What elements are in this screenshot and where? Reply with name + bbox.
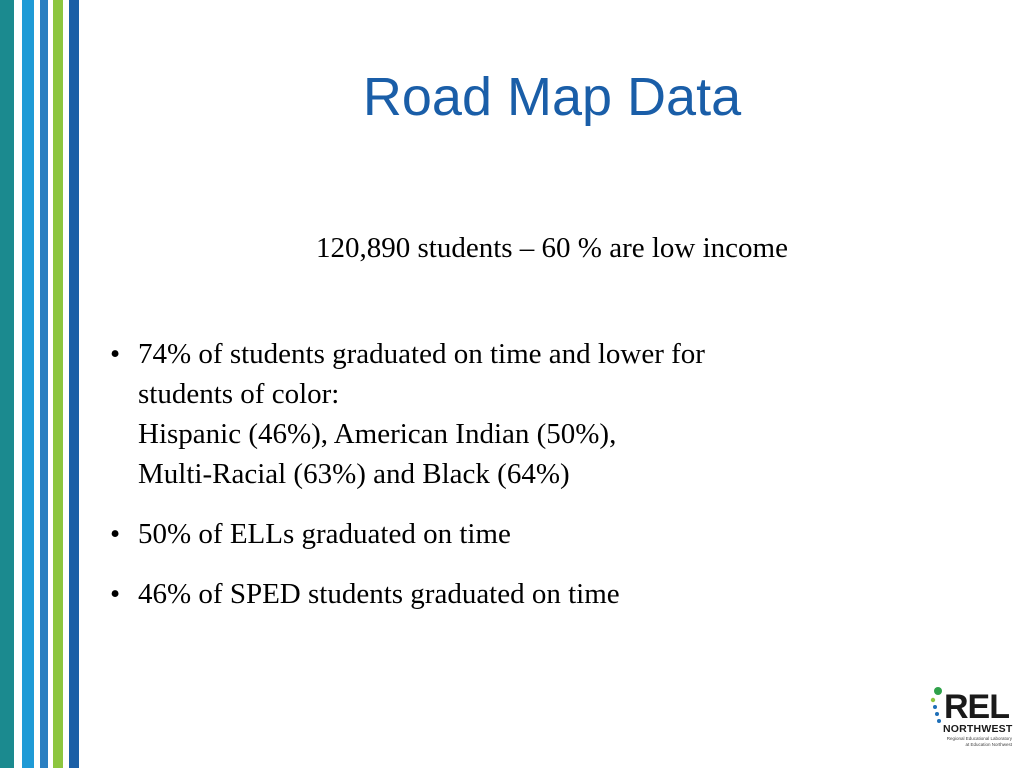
stripe-white: [14, 0, 22, 768]
bullet-item-sped: [110, 574, 950, 614]
rel-northwest-logo: [928, 686, 1014, 756]
bullet-dot-icon: •: [110, 518, 121, 550]
bullet-item-ell: [110, 514, 950, 554]
stripe-green: [53, 0, 63, 768]
bullet-item-graduation: [110, 334, 950, 494]
decorative-stripes: [0, 0, 80, 768]
bullet-line: 74% of students graduated on time and lower for: [138, 338, 705, 370]
bullet-line: Hispanic (46%), American Indian (50%),: [138, 418, 617, 450]
stripe-mid-blue: [40, 0, 48, 768]
bullet-dot-icon: •: [110, 338, 121, 370]
logo-subname: NORTHWEST: [943, 723, 1013, 735]
bullet-line: 50% of ELLs graduated on time: [138, 518, 511, 550]
slide-subtitle: 120,890 students – 60 % are low income: [316, 232, 788, 264]
bullet-line: Multi-Racial (63%) and Black (64%): [138, 458, 570, 490]
bullet-list: [110, 334, 950, 634]
logo-tagline-line: Regional Educational Laboratory: [946, 736, 1012, 741]
bullet-line: students of color:: [138, 378, 340, 410]
slide-title: Road Map Data: [362, 67, 742, 127]
logo-dots-icon: [928, 686, 944, 736]
bullet-line: 46% of SPED students graduated on time: [138, 578, 620, 610]
bullet-dot-icon: •: [110, 578, 121, 610]
stripe-teal: [0, 0, 14, 768]
logo-name: REL: [944, 688, 1009, 726]
stripe-blue: [22, 0, 34, 768]
logo-tagline: [942, 736, 1012, 748]
stripe-dark-blue: [69, 0, 79, 768]
logo-tagline-line: at Education Northwest: [965, 742, 1012, 747]
